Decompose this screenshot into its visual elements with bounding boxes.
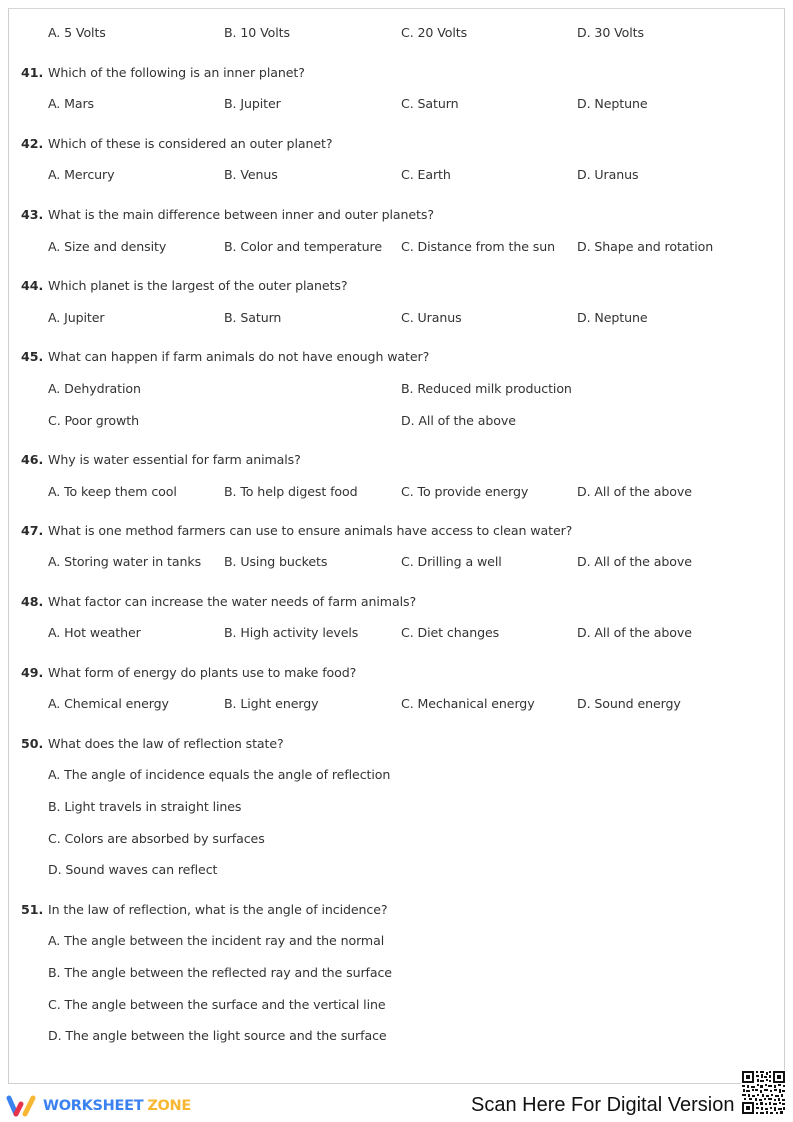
question-number: 42. [21, 136, 44, 151]
option-c: C. Earth [401, 167, 451, 182]
question-text: What is one method farmers can use to ensure animals have access to clean water? [48, 523, 573, 538]
brand-logo [6, 1094, 191, 1118]
option-b: B. Venus [224, 167, 278, 182]
question-number: 45. [21, 349, 44, 364]
option-c: C. Saturn [401, 96, 459, 111]
question-number: 48. [21, 594, 44, 609]
option-a: A. Jupiter [48, 310, 105, 325]
option-c: C. Colors are absorbed by surfaces [48, 831, 265, 846]
option-c: C. Poor growth [48, 413, 139, 428]
worksheet-frame [8, 8, 785, 1084]
option-d: D. 30 Volts [577, 25, 644, 40]
option-d: D. All of the above [401, 413, 516, 428]
question-text: Which planet is the largest of the outer planets? [48, 278, 348, 293]
question-text: What is the main difference between inner and outer planets? [48, 207, 434, 222]
option-a: A. Mercury [48, 167, 115, 182]
option-b: B. Light travels in straight lines [48, 799, 242, 814]
option-c: C. Diet changes [401, 625, 500, 640]
question-number: 43. [21, 207, 44, 222]
question-text: What factor can increase the water needs of farm animals? [48, 594, 417, 609]
option-b: B. Reduced milk production [401, 381, 572, 396]
option-c: C. Drilling a well [401, 554, 502, 569]
option-b: B. Saturn [224, 310, 282, 325]
brand-name-zone: ZONE [147, 1098, 191, 1114]
option-a: A. Dehydration [48, 381, 141, 396]
option-b: B. Jupiter [224, 96, 281, 111]
question-number: 47. [21, 523, 44, 538]
option-d: D. Shape and rotation [577, 239, 714, 254]
option-a: A. 5 Volts [48, 25, 106, 40]
option-a: A. Hot weather [48, 625, 141, 640]
option-a: A. Storing water in tanks [48, 554, 202, 569]
option-b: B. High activity levels [224, 625, 359, 640]
option-a: A. The angle between the incident ray and the normal [48, 933, 385, 948]
question-text: What form of energy do plants use to make food? [48, 665, 357, 680]
qr-code-icon[interactable] [741, 1070, 786, 1115]
option-d: D. Uranus [577, 167, 639, 182]
option-a: A. Size and density [48, 239, 167, 254]
question-number: 41. [21, 65, 44, 80]
question-text: Which of these is considered an outer planet? [48, 136, 333, 151]
option-d: D. Sound energy [577, 696, 681, 711]
option-b: B. To help digest food [224, 484, 358, 499]
option-c: C. Mechanical energy [401, 696, 535, 711]
option-a: A. Mars [48, 96, 95, 111]
option-b: B. The angle between the reflected ray and the surface [48, 965, 392, 980]
question-number: 44. [21, 278, 44, 293]
brand-name-worksheet: WORKSHEET [43, 1098, 144, 1114]
option-d: D. The angle between the light source and the surface [48, 1028, 387, 1043]
option-d: D. All of the above [577, 554, 692, 569]
option-d: D. All of the above [577, 484, 692, 499]
question-text: Why is water essential for farm animals? [48, 452, 301, 467]
option-c: C. The angle between the surface and the vertical line [48, 997, 386, 1012]
option-a: A. To keep them cool [48, 484, 177, 499]
option-b: B. Using buckets [224, 554, 328, 569]
option-c: C. Uranus [401, 310, 462, 325]
option-d: D. Sound waves can reflect [48, 862, 218, 877]
question-text: What does the law of reflection state? [48, 736, 284, 751]
question-text: In the law of reflection, what is the angle of incidence? [48, 902, 388, 917]
option-d: D. All of the above [577, 625, 692, 640]
option-b: B. Light energy [224, 696, 319, 711]
option-a: A. The angle of incidence equals the angle of reflection [48, 767, 391, 782]
option-c: C. 20 Volts [401, 25, 468, 40]
question-number: 49. [21, 665, 44, 680]
question-text: Which of the following is an inner planet? [48, 65, 305, 80]
scan-label: Scan Here For Digital Version [471, 1094, 735, 1116]
option-a: A. Chemical energy [48, 696, 169, 711]
option-c: C. Distance from the sun [401, 239, 555, 254]
question-text: What can happen if farm animals do not have enough water? [48, 349, 430, 364]
option-b: B. Color and temperature [224, 239, 382, 254]
option-c: C. To provide energy [401, 484, 529, 499]
question-number: 51. [21, 902, 44, 917]
option-d: D. Neptune [577, 310, 648, 325]
question-number: 50. [21, 736, 44, 751]
option-b: B. 10 Volts [224, 25, 290, 40]
option-d: D. Neptune [577, 96, 648, 111]
question-number: 46. [21, 452, 44, 467]
worksheetzone-w-logo-icon [6, 1094, 40, 1118]
